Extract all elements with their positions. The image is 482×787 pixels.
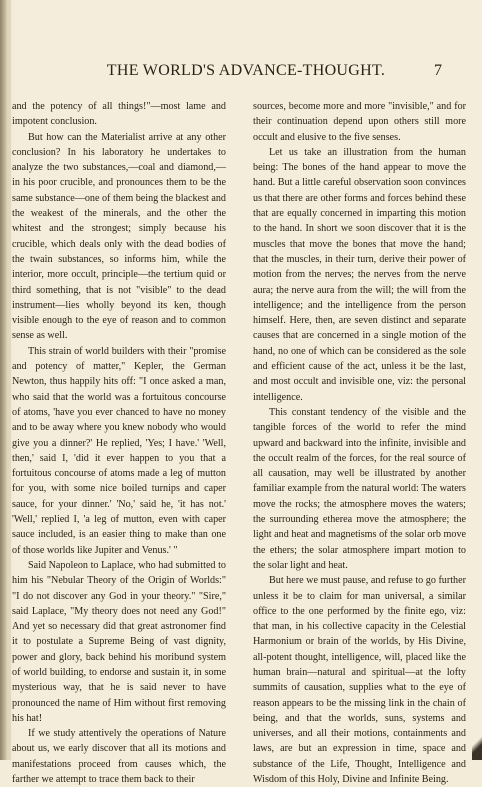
page-header xyxy=(28,62,464,82)
page-number: 7 xyxy=(434,62,442,79)
paragraph: But how can the Materialist arrive at any other conclusion? In his laboratory he undertakes to analyze the two substances,—coal and diamond,—in his poor crucible, and pronounces them to be the same substance—one of them being the blackest and the weakest of the minerals, and the other the whitest and the strongest; simply because his crucible, which deals only with the dead bodies of the twain substances, so informs him, while the interior, more occult, principle—the tertium quid or third something, that is not "visible" to the dead instrument—lies wholly beyond its ken, though visible enough to the eye of reason and to common sense as well. xyxy=(12,131,226,342)
paragraph: This constant tendency of the visible and the tangible forces of the world to refer the mind upward and backward into the infinite, invisible and the occult realm of the forces, for the real source of all causation, may well be illustrated by another familiar example from the natural world: The waters move the rocks; the atmosphere moves the waters; the surrounding etherea move the atmosphere; the light and heat and magnetisms of the solar orb move the ethers; the solar atmosphere impart motion to the solar light and heat. xyxy=(253,406,466,571)
paragraph: Said Napoleon to Laplace, who had submitted to him his "Nebular Theory of the Origin of Worlds:" "I do not discover any God in your theory." "Sire," said Laplace, "My theory does not need any God!" And yet so necessary did that great astronomer find it to postulate a Supreme Being of vast dignity, power and glory, back behind his moribund system of world building, to endorse and sustain it, in some mysterious way, that he is said never to have pronounced the name of Him without first removing his hat! xyxy=(12,559,226,724)
paragraph: Let us take an illustration from the human being: The bones of the hand appear to move the hand. But a little careful observation soon convinces us that there are other forms and forces behind these that are equally concerned in imparting this motion to the hand. In short we soon discover that it is the muscles that move the bones that move the hand; that the muscles, in their turn, derive their power of motion from the nerves; the nerves from the nerve aura; the nerve aura from the will; the will from the intelligence; and the intelligence from the person himself. Here, then, are seven distinct and separate causes that are concerned in a single motion of the hand, no one of which can be considered as the sole and efficient cause of the act, unless it be the last, and most occult and invisible one, viz: the personal intelligence. xyxy=(253,146,466,403)
paragraph: If we study attentively the operations of Nature about us, we early discover that all its motions and manifestations proceed from causes which, the farther we attempt to trace them back to their xyxy=(12,728,226,786)
paragraph: But here we must pause, and refuse to go further unless it be to claim for man universal, a similar office to the one performed by the finite ego, viz: that man, in his collective capacity in the Celestial Harmonium or brain of the worlds, by His Divine, all-potent thought, intelligence, will, placed like the human brain—natural and spiritual—at the lofty summits of causation, supplies what to the eye of reason appears to be the missing link in the chain of being, and that the worlds, suns, systems and universes, and all their motions, containments and laws, are but an expression in time, space and substance of the Life, Thought, Intelligence and Wisdom of this Holy, Divine and Infinite Being. xyxy=(253,575,466,786)
paragraph: and the potency of all things!"—most lame and impotent conclusion. xyxy=(12,101,226,128)
right-column xyxy=(253,99,466,787)
page-corner-shadow xyxy=(472,730,482,760)
paragraph: sources, become more and more "invisible," and for their continuation depend upon others still more occult and elusive to the five senses. xyxy=(253,101,466,143)
paragraph: This strain of world builders with their "promise and potency of matter," Kepler, the German Newton, thus happily hits off: "I once asked a man, who said that the world was a fortuitous concourse of atoms, 'have you ever chanced to have no money and to be away where you knew nobody who would give you a dinner?' He replied, 'Yes; I have.' 'Well, then,' said I, 'did it ever happen to you that a fortuitous concourse of atoms made a leg of mutton for you, with some nice boiled turnips and caper sauce, for your dinner.' 'No,' said he, 'it has not.' 'Well,' replied I, 'a leg of mutton, even with caper sauce included, is an easier thing to make than one of those worlds like Jupiter and Venus.' " xyxy=(12,345,226,556)
book-binding-edge xyxy=(0,0,7,760)
running-head: THE WORLD'S ADVANCE-THOUGHT. xyxy=(106,62,386,79)
gutter-shadow xyxy=(7,0,11,760)
left-column xyxy=(12,99,226,787)
